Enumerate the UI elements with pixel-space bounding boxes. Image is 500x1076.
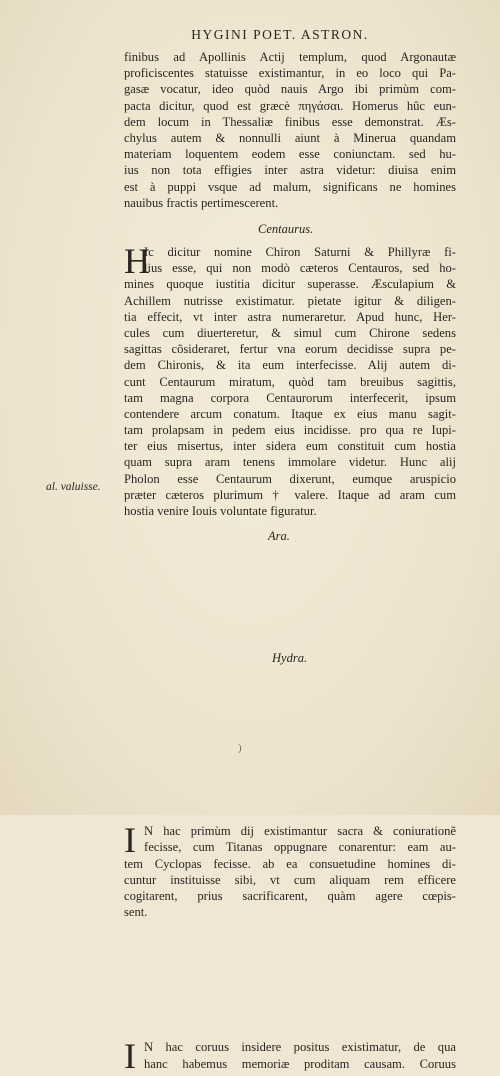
text-line: dem Chironis, & ita eum interfecisse. Alij autem di- [124,358,456,373]
text-line: sagittas cõsideraret, fertur vna eorum decidisse supra pe- [124,342,456,357]
text-line: nauibus fractis pertimescerent. [124,195,279,210]
text-line: mines quoque iustitia dicitur superasse. Æsculapium & [124,277,456,292]
margin-note: al. valuisse. [46,481,101,493]
drop-cap: I [124,1036,136,1076]
text-line: dem locum in Thessaliæ finibus esse demonstrat. Æs- [124,114,456,129]
text-line: tam prolapsam in pedem eius incidisse. pro qua re Iupi- [124,423,456,438]
text-line: proficiscentes statuisse existimantur, in eo loco qui Pa- [124,66,456,81]
text-line: quam supra aram tenens immolare videtur. Hunc alij [124,455,456,470]
page-mark: ) [238,742,242,754]
text-line: finibus ad Apollinis Actij templum, quod Argonautæ [124,50,456,64]
text-line: contendere arcum conatum. Itaque ex eius manu sagit- [124,406,456,421]
text-line: pacta dicitur, quod est græcè πηγάσαι. Homerus hûc eun- [124,98,456,113]
text-line: lius esse, qui non modò cæteros Centauros, sed ho- [144,261,456,276]
drop-cap: I [124,820,136,861]
ara-paragraph [124,820,456,920]
text-line: fecisse, cum Titanas oppugnare conarentur: eam au- [144,840,456,855]
text-line: materiam loquentem eodem esse coniunctam. sed hu- [124,147,456,162]
text-line: cunt Centaurum miratum, quòd tam breuibus sagittis, [124,374,456,389]
text-line: cules cum diuerteretur, & simul cum Chirone sedens [124,325,456,340]
drop-cap: H [124,241,150,281]
text-line: chylus autem & nonnulli aiunt à Minerua quandam [124,130,456,145]
text-line: Pholon esse Centaurum dixerunt, eumque aruspicio [124,471,456,486]
text-line: præter cæteros plurimum † valere. Itaque ad aram cum [124,487,456,502]
text-line: hostia venire Iouis voluntate figuratur. [124,504,317,518]
text-line: Achillem nutrisse existimatur. pietate igitur & diligen- [124,293,456,308]
text-line: cogitarent, prius sacrificarent, quàm agere cœpis- [124,888,456,903]
text-line: cuntur instituisse sibi, vt cum aliquam rem efficere [124,872,456,887]
centaurus-paragraph [124,241,456,519]
text-line: tam magna corpora Centaurorum interfecerit, ipsum [124,390,456,405]
text-line: hanc habemus memoriæ proditam causam. Coruus [144,1056,456,1071]
text-line: ius non tota effigies inter astra videtur: diuisa enim [124,163,456,178]
text-line: est à puppi vsque ad malum, significans ne homines [124,179,456,194]
section-heading-ara: Ara. [268,529,290,543]
text-line: gasæ vocatur, ideo quòd nauis Argo ibi primùm com- [124,82,456,97]
hydra-paragraph [124,1036,456,1076]
text-line: N hac primùm dij existimantur sacra & coniurationẽ [144,824,456,839]
running-head: HYGINI POET. ASTRON. [191,27,369,42]
intro-paragraph [124,49,456,211]
section-heading-centaurus: Centaurus. [258,222,314,236]
text-line: Ic dicitur nomine Chiron Saturni & Phillyræ fi- [144,245,456,259]
text-line: ter eius misertus, inter sidera eum constituit cum hostia [124,439,456,454]
section-heading-hydra: Hydra. [272,651,308,665]
text-line: sent. [124,905,148,920]
text-line: tia effecit, vt inter astra numeraretur. Apud hunc, Her- [124,309,456,324]
text-line: tem Cyclopas fecisse. ab ea consuetudine homines di- [124,856,456,871]
text-line: N hac coruus insidere positus existimatur, de qua [144,1040,456,1055]
